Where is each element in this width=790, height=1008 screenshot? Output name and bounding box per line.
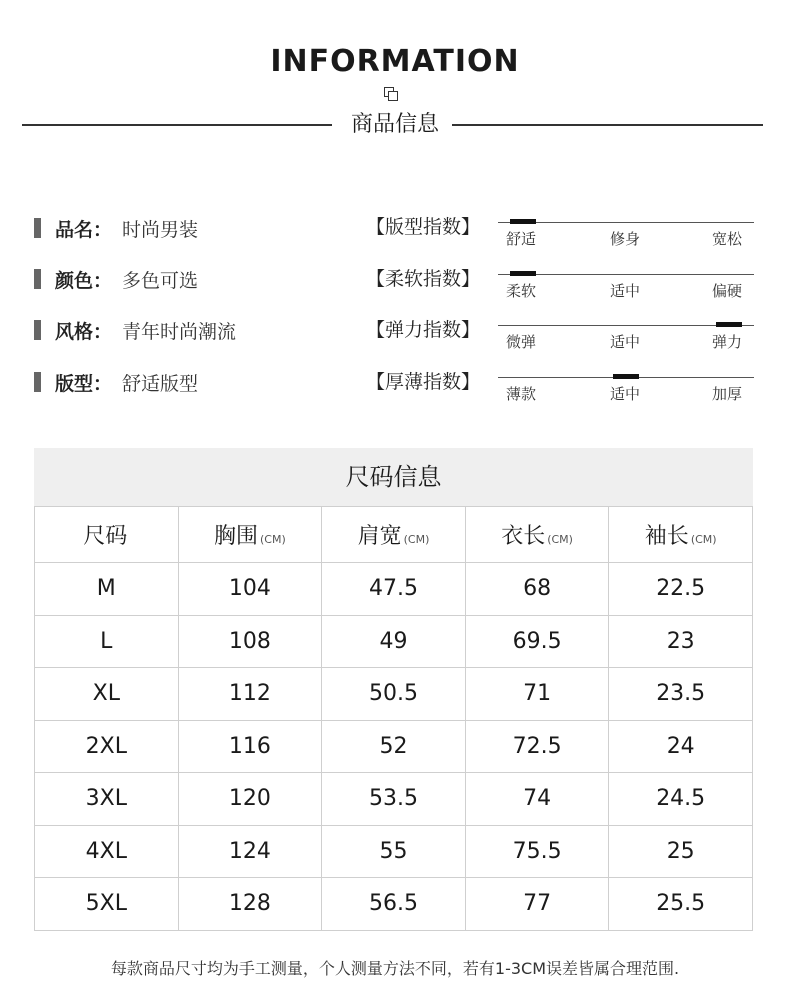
table-cell: 23.5 [609, 668, 753, 721]
scale-tick-label: 舒适 [506, 230, 537, 248]
table-cell: 24.5 [609, 773, 753, 826]
attribute-label: 颜色 [55, 269, 94, 292]
table-cell: 24 [609, 720, 753, 773]
attribute-value: 青年时尚潮流 [122, 320, 237, 343]
scale-line [498, 274, 754, 275]
table-cell: 49 [322, 615, 466, 668]
table-cell: 74 [465, 773, 609, 826]
scale-marker [716, 322, 742, 327]
table-cell: 116 [178, 720, 322, 773]
index-label: 【弹力指数】 [366, 319, 481, 341]
table-cell: XL [35, 668, 179, 721]
table-cell: 124 [178, 825, 322, 878]
index-scale [498, 270, 754, 310]
index-scale [498, 218, 754, 258]
bullet-bar [34, 269, 41, 289]
table-cell: L [35, 615, 179, 668]
attribute-label: 风格 [55, 320, 94, 343]
table-cell: 75.5 [465, 825, 609, 878]
index-scale [498, 373, 754, 413]
table-cell: 5XL [35, 878, 179, 931]
table-cell: 128 [178, 878, 322, 931]
attribute-row: 版型 ： 舒适版型 [34, 369, 198, 395]
table-cell: 23 [609, 615, 753, 668]
table-cell: 25.5 [609, 878, 753, 931]
table-cell: 56.5 [322, 878, 466, 931]
table-header-row [35, 507, 753, 563]
column-header: 袖长 (CM) [609, 507, 753, 563]
header-divider-right [452, 124, 763, 126]
table-row [35, 825, 753, 878]
table-cell: 22.5 [609, 563, 753, 616]
attribute-row: 品名 ： 时尚男装 [34, 215, 198, 241]
table-cell: 72.5 [465, 720, 609, 773]
column-header: 肩宽 (CM) [322, 507, 466, 563]
attribute-row: 风格 ： 青年时尚潮流 [34, 317, 236, 343]
page-title: INFORMATION [270, 44, 520, 79]
index-label: 【版型指数】 [366, 216, 481, 238]
size-table [34, 506, 753, 931]
table-cell: 112 [178, 668, 322, 721]
scale-marker [510, 219, 536, 224]
bullet-bar [34, 320, 41, 340]
column-header: 衣长 (CM) [465, 507, 609, 563]
scale-line [498, 222, 754, 223]
table-cell: 47.5 [322, 563, 466, 616]
attribute-value: 舒适版型 [122, 372, 199, 395]
table-cell: 25 [609, 825, 753, 878]
scale-tick-label: 弹力 [712, 333, 743, 351]
scale-tick-label: 适中 [610, 333, 641, 351]
table-cell: 3XL [35, 773, 179, 826]
index-scale [498, 321, 754, 361]
table-cell: 2XL [35, 720, 179, 773]
bullet-bar [34, 372, 41, 392]
table-cell: 53.5 [322, 773, 466, 826]
index-label: 【厚薄指数】 [366, 371, 481, 393]
attribute-row: 颜色 ： 多色可选 [34, 266, 198, 292]
table-cell: 68 [465, 563, 609, 616]
table-cell: 52 [322, 720, 466, 773]
table-cell: 71 [465, 668, 609, 721]
table-cell: 108 [178, 615, 322, 668]
bullet-bar [34, 218, 41, 238]
table-row [35, 773, 753, 826]
scale-marker [613, 374, 639, 379]
table-cell: 104 [178, 563, 322, 616]
table-row [35, 668, 753, 721]
measurement-note: 每款商品尺寸均为手工测量，个人测量方法不同，若有1-3CM误差皆属合理范围. [110, 959, 680, 978]
table-cell: 69.5 [465, 615, 609, 668]
scale-tick-label: 柔软 [506, 282, 537, 300]
scale-tick-label: 宽松 [712, 230, 743, 248]
table-cell: 4XL [35, 825, 179, 878]
table-cell: 120 [178, 773, 322, 826]
table-row [35, 615, 753, 668]
table-row [35, 878, 753, 931]
attribute-value: 时尚男装 [122, 218, 199, 241]
column-header: 尺码 [35, 507, 179, 563]
overlap-squares-icon [384, 87, 398, 101]
size-table-title: 尺码信息 [34, 448, 753, 506]
attribute-label: 品名 [55, 218, 94, 241]
index-label: 【柔软指数】 [366, 268, 481, 290]
scale-tick-label: 薄款 [506, 385, 537, 403]
scale-tick-label: 微弹 [506, 333, 537, 351]
scale-tick-label: 加厚 [712, 385, 743, 403]
attribute-label: 版型 [55, 372, 94, 395]
table-row [35, 563, 753, 616]
scale-tick-label: 适中 [610, 385, 641, 403]
scale-tick-label: 修身 [610, 230, 641, 248]
table-cell: 50.5 [322, 668, 466, 721]
table-row [35, 720, 753, 773]
table-cell: M [35, 563, 179, 616]
scale-tick-label: 偏硬 [712, 282, 743, 300]
column-header: 胸围 (CM) [178, 507, 322, 563]
scale-marker [510, 271, 536, 276]
table-cell: 77 [465, 878, 609, 931]
table-cell: 55 [322, 825, 466, 878]
scale-tick-label: 适中 [610, 282, 641, 300]
section-subtitle: 商品信息 [350, 112, 439, 137]
attribute-value: 多色可选 [122, 269, 199, 292]
